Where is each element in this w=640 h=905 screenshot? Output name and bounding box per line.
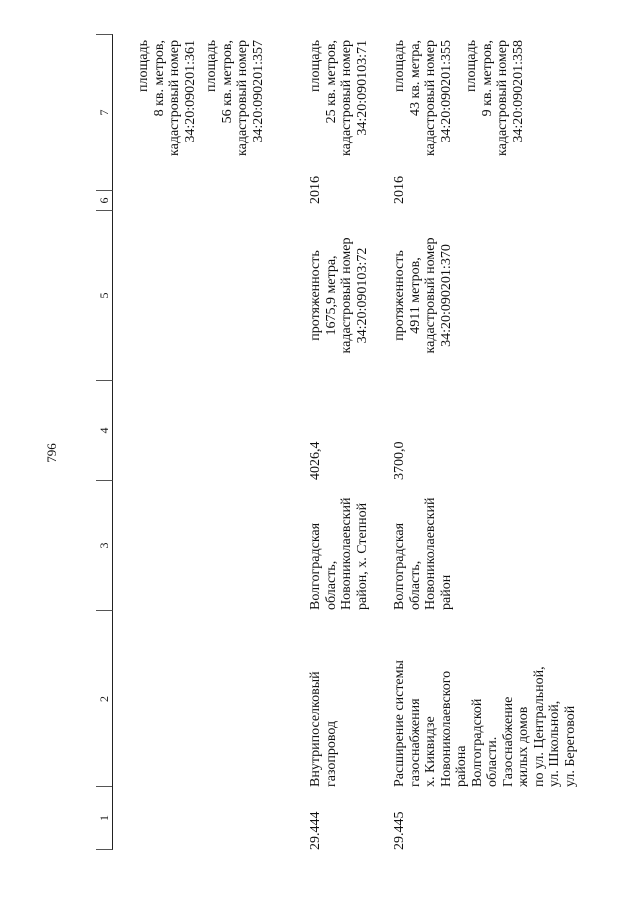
column-header-4: 4 xyxy=(96,380,113,480)
column-header-3: 3 xyxy=(96,480,113,610)
row-number: 29.444 xyxy=(308,811,323,850)
column-header-2: 2 xyxy=(96,610,113,787)
object-characteristics: протяженность 4911 метров, кадастровый номер 34:20:090201:370 xyxy=(392,237,454,354)
note-cell: площадь 25 кв. метров, кадастровый номер 34:20:090103:71 xyxy=(308,40,370,156)
object-name: Расширение системы газоснабжения х. Киквидзе Новониколаевского района Волгоградской области. Газоснабжение жилых домов по ул. Центральной, ул. Школьной, ул. Береговой xyxy=(392,660,578,787)
column-header-7: 7 xyxy=(96,34,113,190)
object-year: 2016 xyxy=(392,176,407,204)
object-location: Волгоградская область, Новониколаевский район, х. Степной xyxy=(308,497,370,610)
note-cell: площадь 56 кв. метров, кадастровый номер 34:20:090201:357 xyxy=(204,40,266,156)
object-characteristics: протяженность 1675,9 метра, кадастровый номер 34:20:090103:72 xyxy=(308,237,370,354)
object-year: 2016 xyxy=(308,176,323,204)
note-cell: площадь 8 кв. метров, кадастровый номер 34:20:090201:361 xyxy=(136,40,198,156)
column-header-5: 5 xyxy=(96,210,113,380)
object-cost: 3700,0 xyxy=(392,441,407,480)
registry-table xyxy=(96,35,578,850)
note-cell: площадь 9 кв. метров, кадастровый номер 34:20:090201:358 xyxy=(464,40,526,156)
column-header-1: 1 xyxy=(96,786,113,850)
object-location: Волгоградская область, Новониколаевский район xyxy=(392,497,454,610)
object-name: Внутрипоселковый газопровод xyxy=(308,671,339,787)
page-number: 796 xyxy=(44,443,59,463)
object-cost: 4026,4 xyxy=(308,441,323,480)
row-number: 29.445 xyxy=(392,811,407,850)
column-header-6: 6 xyxy=(96,190,113,210)
note-cell: площадь 43 кв. метра, кадастровый номер 34:20:090201:355 xyxy=(392,40,454,156)
